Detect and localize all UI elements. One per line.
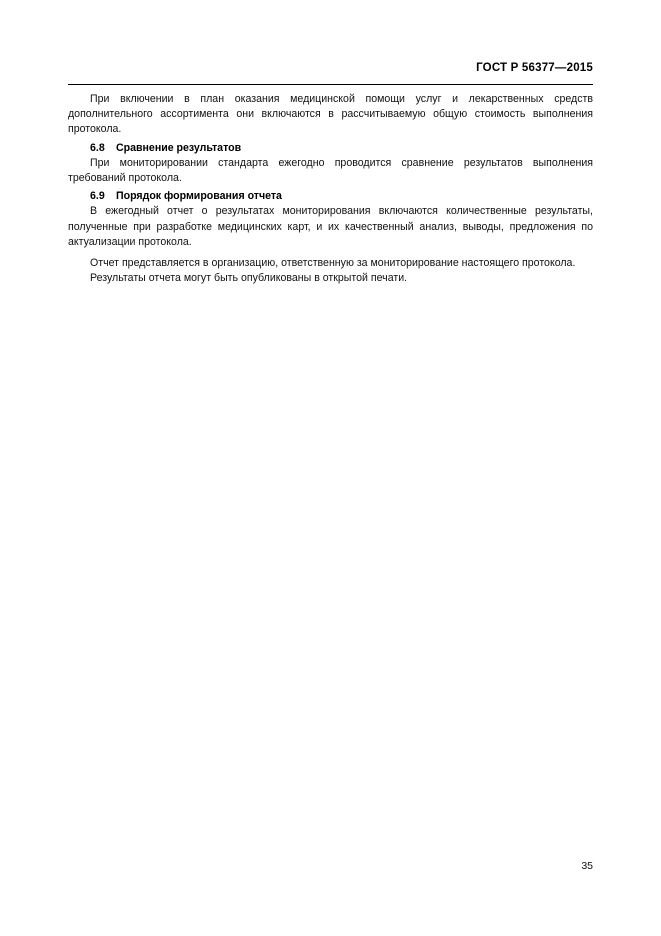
section-heading	[68, 141, 593, 156]
header-divider	[68, 84, 593, 85]
page-number: 35	[581, 860, 593, 872]
section-title: Порядок формирования отчета	[116, 190, 282, 203]
document-body	[68, 92, 593, 286]
section-heading	[68, 189, 593, 204]
section-number: 6.8	[90, 141, 105, 154]
section-title: Сравнение результатов	[116, 141, 242, 154]
paragraph: Отчет представляется в организацию, ответственную за мониторирование настоящего протокола.	[90, 257, 576, 270]
section-number: 6.9	[90, 190, 105, 203]
paragraph: При мониторировании стандарта ежегодно проводится сравнение результатов выполнения требований протокола.	[68, 156, 593, 185]
paragraph: В ежегодный отчет о результатах мониторирования включаются количественные результаты, полученные при разработке медицинских карт, и их качественный анализ, выводы, предложения по актуализации протокола.	[68, 205, 593, 248]
paragraph: Результаты отчета могут быть опубликованы в открытой печати.	[90, 272, 408, 285]
page-header-standard-number: ГОСТ Р 56377—2015	[476, 62, 593, 74]
paragraph: При включении в план оказания медицинской помощи услуг и лекарственных средств дополнительного ассортимента они включаются в рассчитываемую общую стоимость выполнения протокола.	[68, 93, 593, 136]
